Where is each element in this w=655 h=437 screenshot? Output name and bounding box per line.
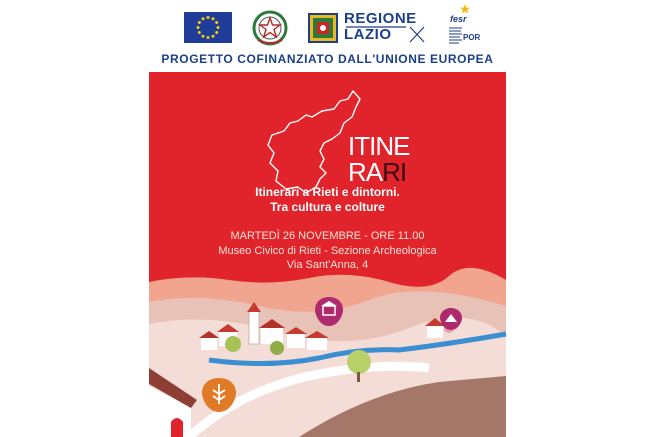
- rieti-map-outline-icon: [268, 91, 360, 193]
- cofinanced-banner: PROGETTO COFINANZIATO DALL'UNIONE EUROPEA: [161, 52, 494, 66]
- fesr-star-icon: [460, 4, 470, 14]
- italian-emblem-icon: [252, 10, 288, 46]
- logo-line2: [348, 157, 406, 187]
- event-address: Via Sant'Anna, 4: [286, 259, 369, 271]
- subtitle-line2: Tra cultura e colture: [270, 200, 385, 214]
- regione-lazio-icon: [308, 13, 338, 43]
- fesr-fine-print: [449, 26, 462, 46]
- subtitle-line1: Itinerari a Rieti e dintorni.: [255, 185, 400, 199]
- lazio-line1: REGIONE: [344, 10, 417, 27]
- event-venue: Museo Civico di Rieti - Sezione Archeologica: [218, 245, 437, 257]
- regione-lazio-logo: [308, 11, 428, 45]
- fesr-logo: [446, 8, 482, 48]
- logo-line2a: RA: [348, 157, 383, 187]
- logo-line2b: RI: [382, 157, 407, 187]
- fesr-title: fesr: [450, 14, 467, 24]
- itinerari-logo: [260, 87, 410, 197]
- eu-flag-icon: [184, 12, 232, 43]
- logo-line1: ITINE: [348, 131, 410, 161]
- event-poster: [149, 72, 506, 437]
- fesr-por: POR: [463, 33, 481, 42]
- lazio-swoosh: [344, 26, 428, 44]
- landscape-illustration: [149, 272, 506, 437]
- event-date: MARTEDÌ 26 NOVEMBRE - ORE 11.00: [230, 230, 425, 242]
- lazio-line2: LAZIO: [344, 26, 392, 43]
- logo-row: [0, 8, 655, 48]
